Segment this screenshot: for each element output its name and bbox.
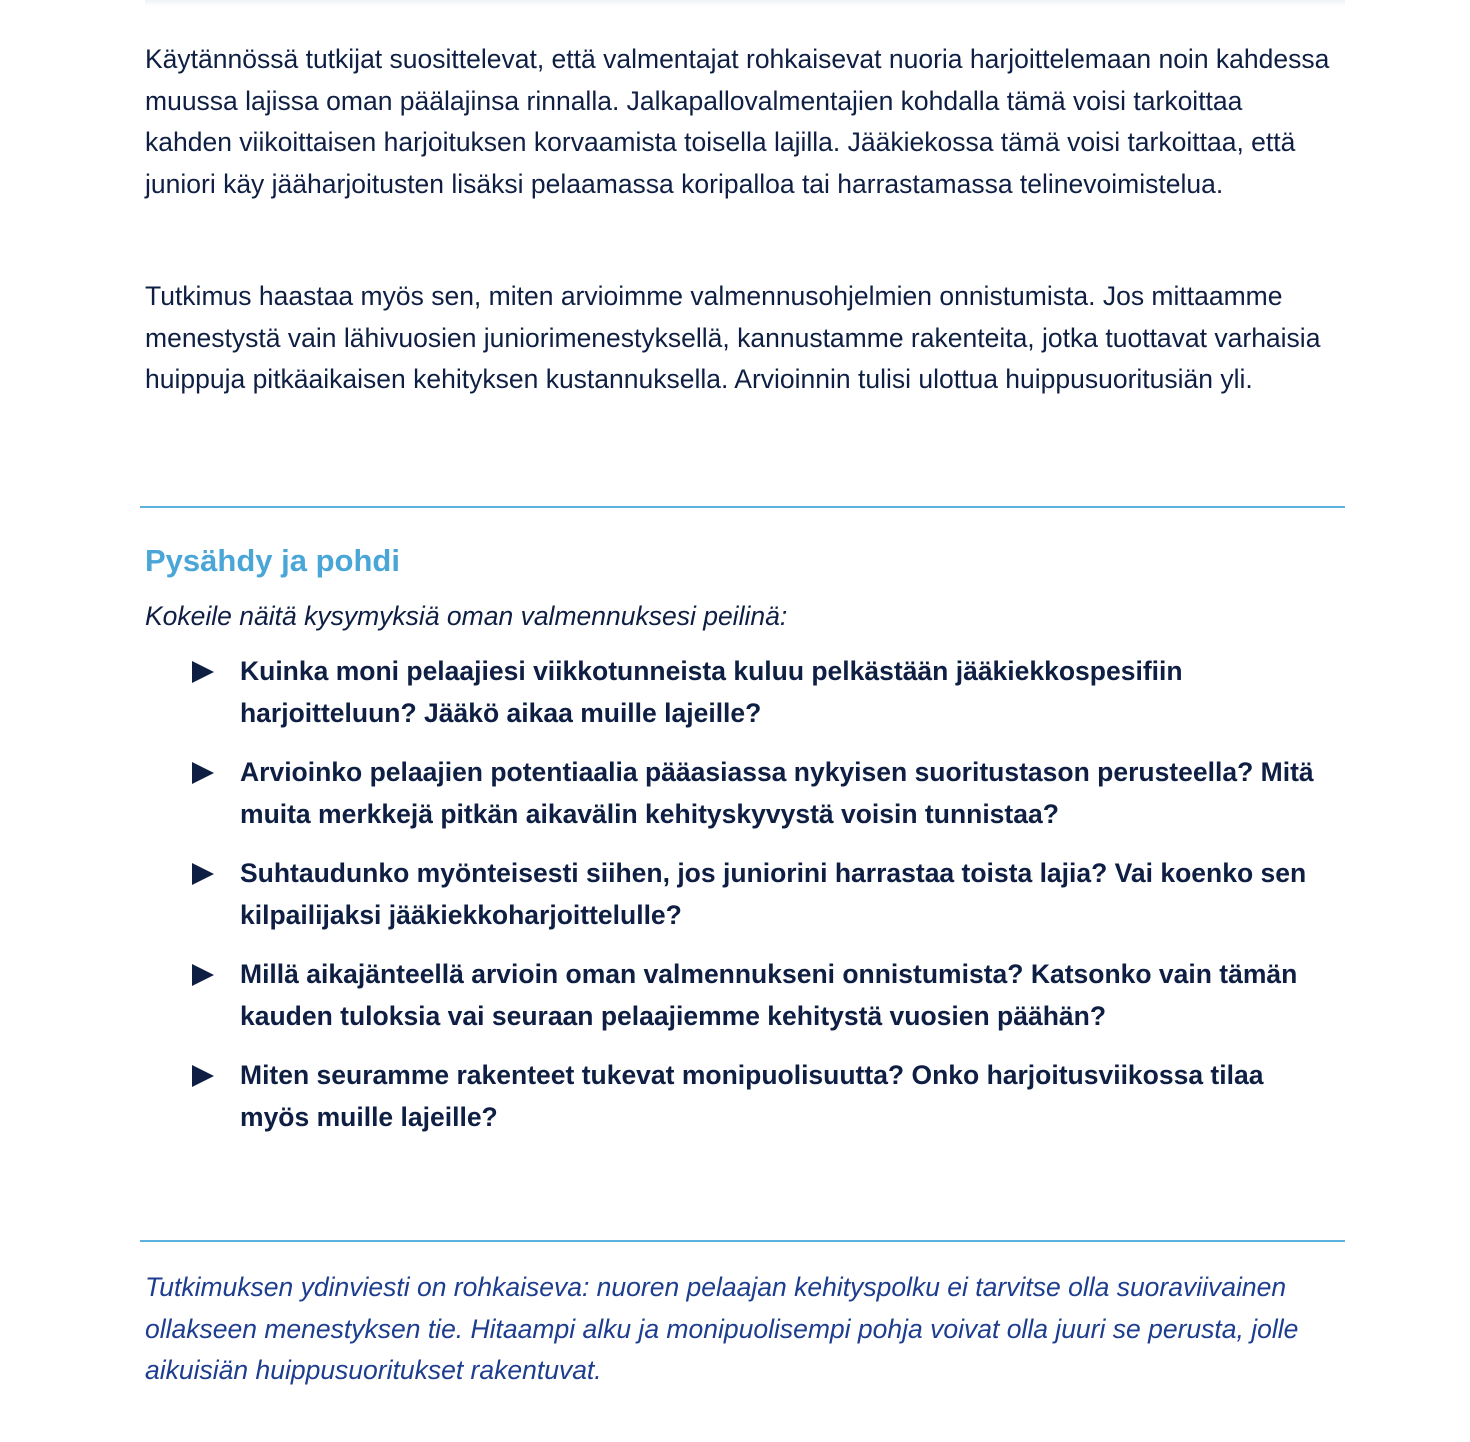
triangle-right-icon (192, 762, 214, 784)
divider-bottom (140, 1240, 1345, 1242)
body-paragraph-2: Tutkimus haastaa myös sen, miten arvioimme valmennusohjelmien onnistumista. Jos mittaamme menestystä vain lähivuosien juniorimenestyksellä, kannustamme rakenteita, jotka tuottavat varhaisia huippuja pitkäaikaisen kehityksen kustannuksella. Arvioinnin tulisi ulottua huippusuoritusiän yli. (145, 281, 1321, 394)
triangle-right-icon (192, 964, 214, 986)
top-edge-fade (145, 0, 1345, 6)
triangle-right-icon (192, 1065, 214, 1087)
question-item (145, 751, 1320, 835)
triangle-right-icon (192, 863, 214, 885)
question-text: Arvioinko pelaajien potentiaalia pääasiassa nykyisen suoritustason perusteella? Mitä muita merkkejä pitkän aikavälin kehityskyvystä voisin tunnistaa? (240, 757, 1314, 829)
question-item (145, 852, 1320, 936)
body-paragraph-1: Käytännössä tutkijat suosittelevat, että valmentajat rohkaisevat nuoria harjoittelemaan noin kahdessa muussa lajissa oman päälajinsa rinnalla. Jalkapallovalmentajien kohdalla tämä voisi tarkoittaa kahden viikoittaisen harjoituksen korvaamista toisella lajilla. Jääkiekossa tämä voisi tarkoittaa, että juniori käy jääharjoitusten lisäksi pelaamassa koripalloa tai harrastamassa telinevoimistelua. (145, 44, 1330, 199)
question-item (145, 1054, 1320, 1138)
triangle-right-icon (192, 661, 214, 683)
question-item (145, 650, 1320, 734)
question-text: Kuinka moni pelaajiesi viikkotunneista kuluu pelkästään jääkiekkospesifiin harjoitteluun? Jääkö aikaa muille lajeille? (240, 656, 1183, 728)
question-text: Millä aikajänteellä arvioin oman valmennukseni onnistumista? Katsonko vain tämän kauden tuloksia vai seuraan pelaajiemme kehitystä vuosien päähän? (240, 959, 1298, 1031)
reflection-question-list (145, 650, 1345, 1155)
question-text: Miten seuramme rakenteet tukevat monipuolisuutta? Onko harjoitusviikossa tilaa myös muille lajeille? (240, 1060, 1264, 1132)
reflection-intro: Kokeile näitä kysymyksiä oman valmennuksesi peilinä: (145, 601, 788, 631)
reflection-heading: Pysähdy ja pohdi (145, 543, 400, 578)
divider-top (140, 506, 1345, 508)
question-text: Suhtaudunko myönteisesti siihen, jos juniorini harrastaa toista lajia? Vai koenko sen kilpailijaksi jääkiekkoharjoittelulle? (240, 858, 1307, 930)
question-item (145, 953, 1320, 1037)
closing-statement: Tutkimuksen ydinviesti on rohkaiseva: nuoren pelaajan kehityspolku ei tarvitse olla suoraviivainen ollakseen menestyksen tie. Hitaampi alku ja monipuolisempi pohja voivat olla juuri se perusta, jolle aikuisiän huippusuoritukset rakentuvat. (145, 1272, 1299, 1385)
